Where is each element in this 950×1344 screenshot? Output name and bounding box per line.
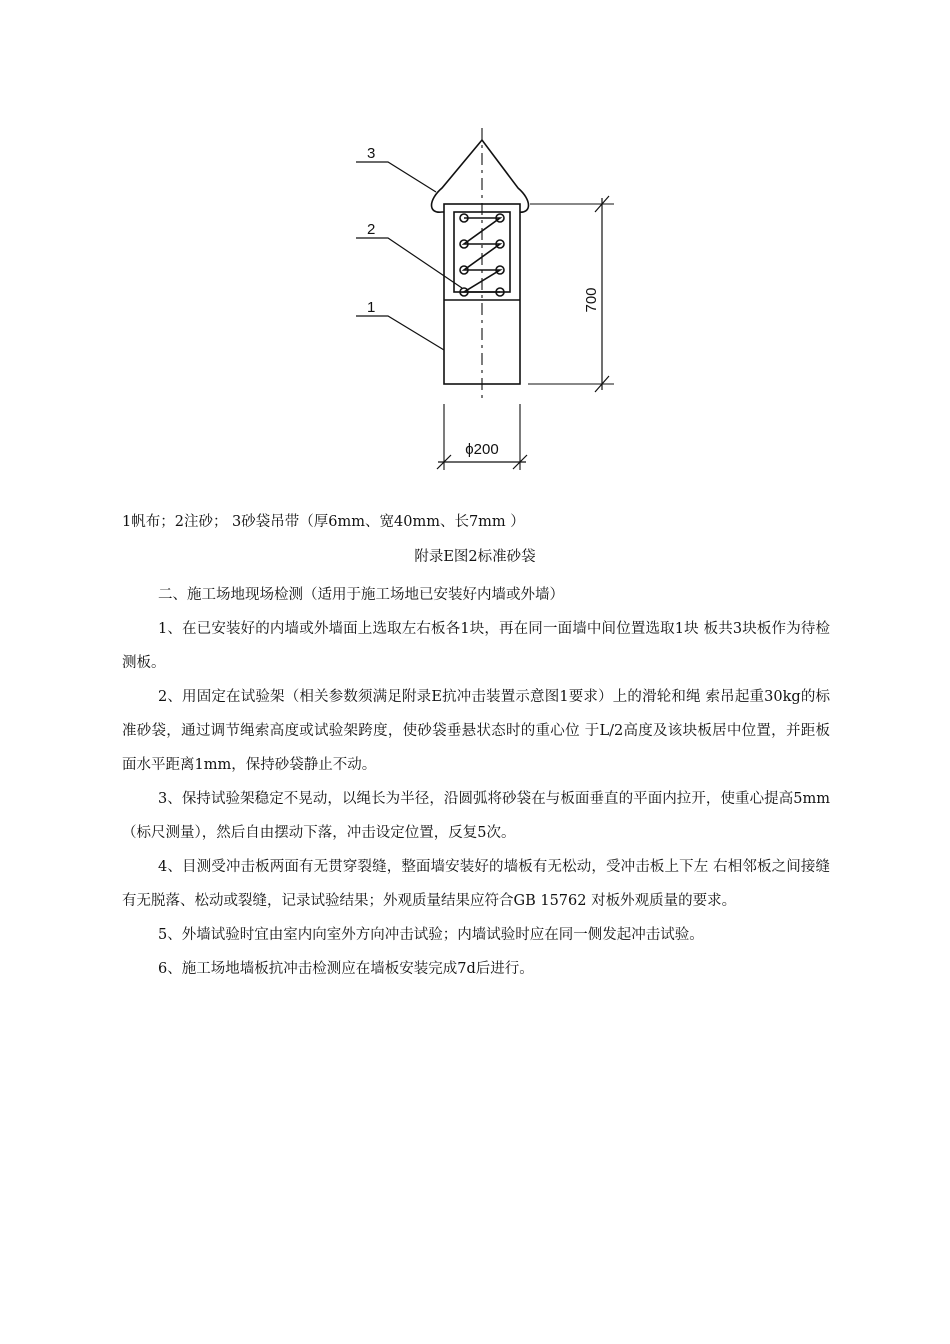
sandbag-figure: [340, 128, 630, 478]
dimension-height-label: 700: [583, 287, 600, 313]
paragraph: 5、外墙试验时宜由室内向室外方向冲击试验；内墙试验时应在同一侧发起冲击试验。: [158, 927, 704, 943]
paragraph: 3、保持试验架稳定不晃动，以绳长为半径，沿圆弧将砂袋在与板面垂直的平面内拉开，使重心提高5mm （标尺测量），然后自由摆动下落，冲击设定位置，反复5次。: [122, 791, 830, 841]
label-3: 3: [367, 145, 376, 162]
paragraph: 2、用固定在试验架（相关参数须满足附录E抗冲击装置示意图1要求）上的滑轮和绳 索吊起重30kg的标准砂袋，通过调节绳索高度或试验架跨度，使砂袋垂悬状态时的重心位 于L/2高度及该块板居中位置，并距板面水平距离1mm，保持砂袋静止不动。: [122, 689, 830, 773]
paragraph: 1、在已安装好的内墙或外墙面上选取左右板各1块，再在同一面墙中间位置选取1块 板共3块板作为待检测板。: [122, 621, 830, 671]
leader-3: [356, 162, 436, 192]
figure-legend: 1帆布；2注砂； 3砂袋吊带（厚6mm、宽40mm、长7mm ）: [122, 514, 525, 530]
label-2: 2: [367, 221, 376, 238]
figure-caption: 附录E图2标准砂袋: [414, 549, 536, 565]
paragraph: 4、目测受冲击板两面有无贯穿裂缝，整面墙安装好的墙板有无松动，受冲击板上下左 右相邻板之间接缝有无脱落、松动或裂缝，记录试验结果；外观质量结果应符合GB 15762 对板外观质量的要求。: [122, 859, 830, 909]
sandbag-strap-outline: [432, 140, 529, 212]
body-text: [122, 578, 830, 986]
leader-1: [356, 316, 444, 350]
label-1: 1: [367, 299, 376, 316]
paragraph: 二、施工场地现场检测（适用于施工场地已安装好内墙或外墙）: [158, 587, 564, 603]
dimension-diameter-label: ϕ200: [465, 441, 499, 458]
paragraph: 6、施工场地墙板抗冲击检测应在墙板安装完成7d后进行。: [158, 961, 534, 977]
